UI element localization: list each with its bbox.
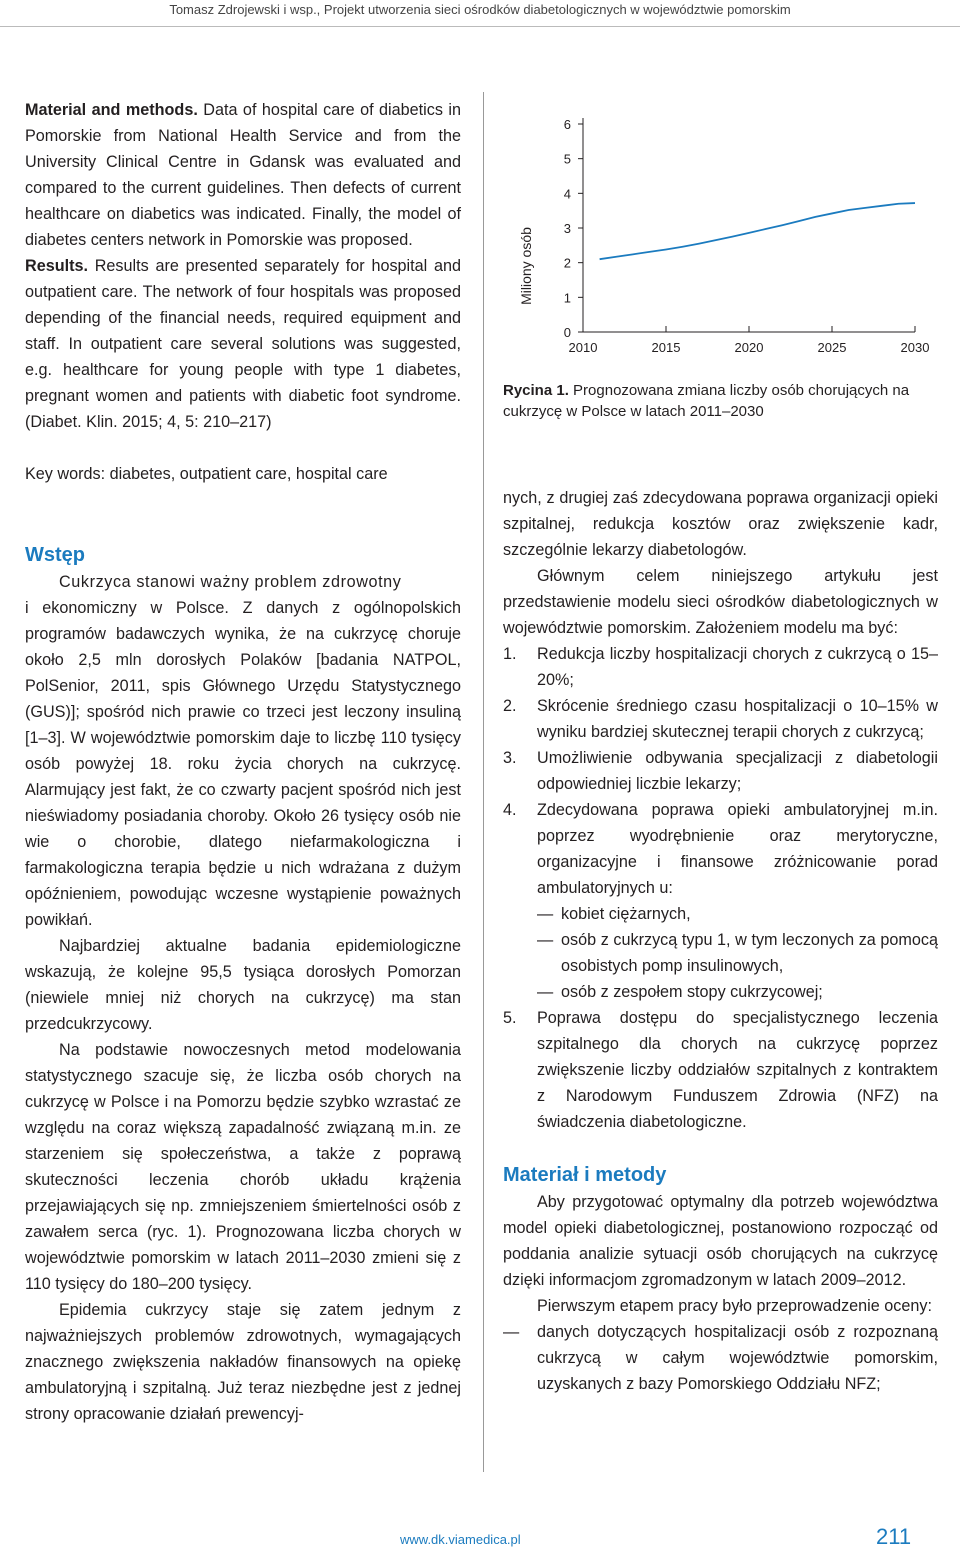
goal-number: 1. xyxy=(503,645,517,663)
methods-list-item xyxy=(503,1319,938,1397)
intro-paragraph-2: Najbardziej aktualne badania epidemiologiczne wskazują, że kolejne 95,5 tysiąca dorosłych Pomorzan (niewiele mniej niż chorych na cukrzycę) ma stan przedcukrzycowy. xyxy=(25,937,461,1033)
left-column xyxy=(25,97,461,1427)
goal-text: Redukcja liczby hospitalizacji chorych z cukrzycą o 15–20%; xyxy=(537,645,938,689)
chart-y-tick-label: 3 xyxy=(563,221,571,236)
abstract-methods-text: Data of hospital care of diabetics in Pomorskie from National Health Service and from the University Clinical Centre in Gdansk was evaluated and compared to the current guidelines. Then defects of current healthcare on diabetics was indicated. Finally, the model of diabetes centers network in Pomorskie was proposed. xyxy=(25,101,461,249)
abstract-methods-label: Material and methods. xyxy=(25,101,198,119)
chart-y-tick-label: 1 xyxy=(563,290,571,306)
goal-text: Umożliwienie odbywania specjalizacji z diabetologii odpowiedniej liczbie lekarzy; xyxy=(537,749,938,793)
goal-item xyxy=(503,641,938,693)
chart-series-line xyxy=(600,203,915,259)
methods-list xyxy=(503,1319,938,1397)
chart-y-tick-label: 0 xyxy=(563,325,571,340)
methods-list-text: danych dotyczących hospitalizacji osób z rozpoznaną cukrzycą w całym województwie pomorskim, uzyskanych z bazy Pomorskiego Oddziału NFZ; xyxy=(537,1323,938,1393)
intro-continuation: nych, z drugiej zaś zdecydowana poprawa organizacji opieki szpitalnej, redukcja kosztów oraz zwiększenie kadr, szczególnie lekarzy diabetologów. xyxy=(503,489,938,559)
header-rule xyxy=(0,26,960,27)
keywords: Key words: diabetes, outpatient care, hospital care xyxy=(25,465,388,483)
intro-heading: Wstęp xyxy=(25,544,85,566)
chart-x-tick-label: 2025 xyxy=(817,340,847,355)
goal-number: 3. xyxy=(503,749,517,767)
abstract-results-text: Results are presented separately for hospital and outpatient care. The network of four hospitals was proposed depending of the financial needs, required equipment and staff. In outpatient care several solutions was suggested, e.g. healthcare for young people with type 1 diabetes, pregnant women and patients with diabetic foot syndrome. (Diabet. Klin. 2015; 4, 5: 210–217) xyxy=(25,257,461,431)
sublist-text: osób z zespołem stopy cukrzycowej; xyxy=(561,983,823,1001)
chart-y-tick-label: 4 xyxy=(563,186,571,202)
chart-x-tick-label: 2020 xyxy=(734,340,764,355)
goal-text: Skrócenie średniego czasu hospitalizacji o 10–15% w wyniku bardziej skutecznej terapii chorych z cukrzycą; xyxy=(537,697,938,741)
goal-item xyxy=(503,1005,938,1135)
figure-caption xyxy=(503,380,943,422)
column-divider xyxy=(483,92,484,1472)
dash-bullet: — xyxy=(537,905,554,923)
running-head: Tomasz Zdrojewski i wsp., Projekt utworzenia sieci ośrodków diabetologicznych w województwie pomorskim xyxy=(169,2,791,17)
sublist-text: kobiet ciężarnych, xyxy=(561,905,691,923)
methods-heading: Materiał i metody xyxy=(503,1164,667,1186)
goal-text: Zdecydowana poprawa opieki ambulatoryjnej m.in. poprzez wyodrębnienie oraz merytoryczne, organizacyjne i finansowe zróżnicowanie porad ambulatoryjnych u: xyxy=(537,801,938,897)
dash-bullet: — xyxy=(503,1323,520,1341)
page-number: 211 xyxy=(876,1524,912,1549)
goal-item xyxy=(503,745,938,797)
chart-svg xyxy=(503,100,943,370)
figure-caption-text: Prognozowana zmiana liczby osób chorujących na cukrzycę w Polsce w latach 2011–2030 xyxy=(503,382,910,420)
abstract-results xyxy=(25,253,461,435)
sublist-text: osób z cukrzycą typu 1, w tym leczonych za pomocą osobistych pomp insulinowych, xyxy=(561,931,938,975)
goal-item xyxy=(503,693,938,745)
dash-bullet: — xyxy=(537,931,554,949)
goal-number: 4. xyxy=(503,801,517,819)
right-column xyxy=(503,485,938,1397)
chart-x-tick-label: 2015 xyxy=(651,340,681,355)
goals-list xyxy=(503,641,938,1135)
intro-paragraph-3: Na podstawie nowoczesnych metod modelowania statystycznego szacuje się, że liczba osób chorych na cukrzycę w Polsce i na Pomorzu będzie szybko wzrastać ze względu na coraz większą zapadalność związaną m.in. ze starzeniem się społeczeństwa, a także z poprawą skuteczności leczenia chorób układu krążenia przejawiających się np. zmniejszeniem śmiertelności osób z zawałem serca (ryc. 1). Prognozowana liczba chorych w województwie pomorskim w latach 2011–2030 zmieni się z 110 tysięcy do 180–200 tysięcy. xyxy=(25,1041,461,1293)
methods-paragraph-1: Aby przygotować optymalny dla potrzeb województwa model opieki diabetologicznej, postanowiono rozpocząć od poddania analizie sytuacji osób chorujących na cukrzycę dzięki informacjom zgromadzonym w latach 2009–2012. xyxy=(503,1193,938,1289)
aim-paragraph: Głównym celem niniejszego artykułu jest przedstawienie modelu sieci ośrodków diabetologicznych w województwie pomorskim. Założeniem modelu ma być: xyxy=(503,567,938,637)
chart-y-tick-label: 2 xyxy=(563,255,571,271)
abstract-methods xyxy=(25,97,461,253)
goal-text: Poprawa dostępu do specjalistycznego leczenia szpitalnego dla chorych na cukrzycę poprzez zwiększenie liczby oddziałów szpitalnych z kontraktem z Narodowym Funduszem Zdrowia (NFZ) na świadczenia diabetologiczne. xyxy=(537,1009,938,1131)
chart-x-tick-label: 2030 xyxy=(900,340,930,355)
goal-item xyxy=(503,797,938,1005)
dash-bullet: — xyxy=(537,983,554,1001)
intro-lead-line: Cukrzyca stanowi ważny problem zdrowotny xyxy=(59,573,402,591)
intro-paragraph-1: i ekonomiczny w Polsce. Z danych z ogólnopolskich programów badawczych wynika, że na cukrzycę choruje około 2,5 mln dorosłych Polaków [badania NATPOL, PolSenior, 2011, spis Głównego Urzędu Statystycznego (GUS)]; spośród nich prawie co trzeci jest leczony insuliną [1–3]. W województwie pomorskim daje to liczbę 110 tysięcy osób powyżej 18. roku życia chorych na cukrzycę. Alarmujący jest fakt, że co czwarty pacjent spośród nich jest nieświadomy posiadania choroby. Około 26 tysięcy osób nie wie o chorobie, dlatego niefarmakologiczna i farmakologiczna terapia będzie u nich wdrażana z dużym opóźnieniem, powodując wczesne wystąpienie poważnych powikłań. xyxy=(25,599,461,929)
chart-x-tick-label: 2010 xyxy=(568,340,598,355)
figure-1-chart xyxy=(503,100,943,370)
goal-number: 5. xyxy=(503,1009,517,1027)
goal-4-sublist xyxy=(537,901,938,1005)
methods-paragraph-2: Pierwszym etapem pracy było przeprowadzenie oceny: xyxy=(537,1297,932,1315)
sublist-item xyxy=(537,901,938,927)
figure-caption-label: Rycina 1. xyxy=(503,382,569,399)
abstract-results-label: Results. xyxy=(25,257,88,275)
chart-y-tick-label: 6 xyxy=(563,117,571,132)
sublist-item xyxy=(537,927,938,979)
chart-y-tick-label: 5 xyxy=(563,151,571,167)
chart-y-axis-label: Miliony osób xyxy=(518,227,534,305)
sublist-item xyxy=(537,979,938,1005)
goal-number: 2. xyxy=(503,697,517,715)
intro-paragraph-4: Epidemia cukrzycy staje się zatem jednym z najważniejszych problemów zdrowotnych, wymagających znacznego zwiększenia nakładów finansowych na opiekę ambulatoryjną i szpitalną. Już teraz niezbędne jest z jednej strony opracowanie działań prewencyj- xyxy=(25,1301,461,1423)
footer-url[interactable]: www.dk.viamedica.pl xyxy=(400,1532,521,1547)
